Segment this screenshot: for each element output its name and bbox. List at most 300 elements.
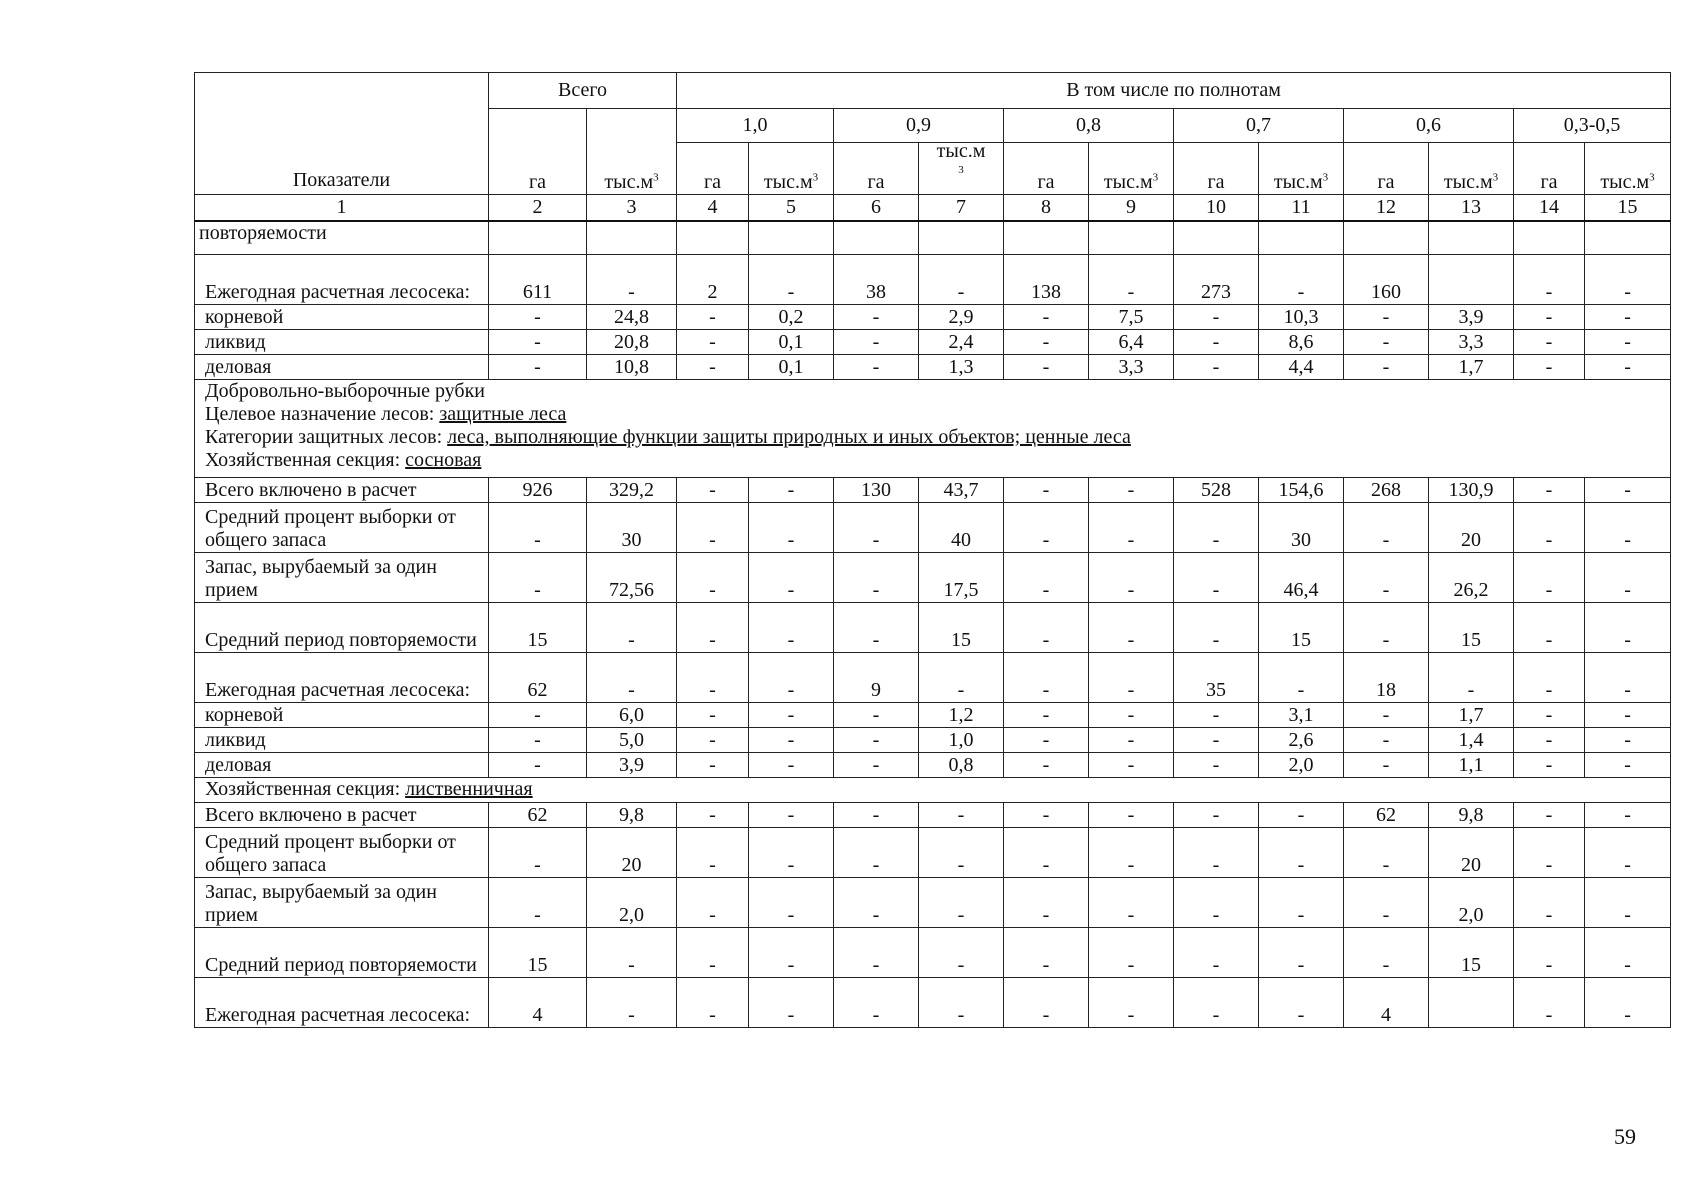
table-cell: 0,8	[919, 753, 1004, 778]
table-cell: -	[834, 553, 919, 603]
table-cell: -	[1004, 355, 1089, 380]
section-row	[195, 380, 1671, 478]
table-cell: -	[1174, 553, 1259, 603]
table-cell: 10,3	[1259, 305, 1344, 330]
table-cell	[1004, 221, 1089, 255]
table-cell: -	[1174, 703, 1259, 728]
table-cell: -	[1174, 928, 1259, 978]
header-total-ha: га	[489, 109, 587, 195]
header-unit-ha: га	[1174, 143, 1259, 195]
header-density: 0,7	[1174, 109, 1344, 143]
table-cell: -	[1514, 330, 1585, 355]
table-row	[195, 978, 1671, 1028]
table-cell: -	[1174, 753, 1259, 778]
table-cell: -	[677, 803, 749, 828]
table-cell: -	[1259, 255, 1344, 305]
table-cell: 1,3	[919, 355, 1004, 380]
table-cell: 9,8	[1429, 803, 1514, 828]
table-cell: -	[1344, 753, 1429, 778]
row-label: Запас, вырубаемый за один прием	[195, 553, 489, 603]
column-number: 13	[1429, 195, 1514, 221]
table-cell: 130	[834, 478, 919, 503]
header-total: Всего	[489, 73, 677, 109]
table-cell: 6,4	[1089, 330, 1174, 355]
table-cell: -	[1344, 928, 1429, 978]
table-cell: -	[919, 828, 1004, 878]
table-cell: -	[919, 803, 1004, 828]
table-cell	[1429, 255, 1514, 305]
table-cell: -	[749, 503, 834, 553]
table-cell: -	[1585, 828, 1671, 878]
table-cell: 160	[1344, 255, 1429, 305]
table-row	[195, 553, 1671, 603]
table-cell: -	[1585, 330, 1671, 355]
table-cell: 138	[1004, 255, 1089, 305]
header-unit-volume: $тыс.м^3$	[1259, 143, 1344, 195]
table-cell: -	[1514, 828, 1585, 878]
table-cell: -	[1089, 553, 1174, 603]
table-cell: -	[1514, 803, 1585, 828]
column-number: 6	[834, 195, 919, 221]
table-cell: -	[677, 305, 749, 330]
table-cell: -	[1089, 603, 1174, 653]
table-cell	[1429, 978, 1514, 1028]
table-cell: -	[1004, 728, 1089, 753]
table-cell: 1,2	[919, 703, 1004, 728]
header-density: 0,9	[834, 109, 1004, 143]
table-cell: 2,0	[1429, 878, 1514, 928]
table-cell: 2,6	[1259, 728, 1344, 753]
forest-harvest-table	[194, 72, 1671, 1028]
table-cell: 62	[1344, 803, 1429, 828]
table-cell: -	[1585, 478, 1671, 503]
table-cell: 15	[489, 603, 587, 653]
table-cell: -	[749, 928, 834, 978]
table-cell: -	[1089, 653, 1174, 703]
section-row	[195, 778, 1671, 803]
table-cell: 0,1	[749, 355, 834, 380]
row-label: Всего включено в расчет	[195, 803, 489, 828]
table-cell: 15	[1259, 603, 1344, 653]
table-cell: -	[677, 355, 749, 380]
header-density: 0,8	[1004, 109, 1174, 143]
table-cell: 3,9	[1429, 305, 1514, 330]
table-cell: 4	[489, 978, 587, 1028]
table-cell: 2,4	[919, 330, 1004, 355]
table-cell: -	[919, 255, 1004, 305]
table-cell: -	[1089, 478, 1174, 503]
table-row	[195, 703, 1671, 728]
table-cell: 24,8	[587, 305, 677, 330]
section-line: Хозяйственная секция: лиственничная	[205, 778, 533, 800]
table-cell: -	[1089, 703, 1174, 728]
table-cell: 26,2	[1429, 553, 1514, 603]
table-cell: 15	[1429, 603, 1514, 653]
table-cell: -	[489, 553, 587, 603]
table-cell: -	[1514, 503, 1585, 553]
table-cell: -	[1004, 803, 1089, 828]
column-number: 5	[749, 195, 834, 221]
table-cell: 43,7	[919, 478, 1004, 503]
table-cell: -	[1585, 553, 1671, 603]
table-cell: 0,1	[749, 330, 834, 355]
header-density: 0,6	[1344, 109, 1514, 143]
table-cell: -	[1089, 753, 1174, 778]
table-cell: 528	[1174, 478, 1259, 503]
table-cell: 273	[1174, 255, 1259, 305]
column-number: 7	[919, 195, 1004, 221]
table-cell: -	[749, 478, 834, 503]
section-line: Добровольно-выборочные рубки	[205, 380, 486, 402]
table-cell	[677, 221, 749, 255]
table-cell: -	[1585, 928, 1671, 978]
table-cell: -	[587, 653, 677, 703]
table-cell: -	[1344, 878, 1429, 928]
table-cell: -	[489, 355, 587, 380]
table-cell: 17,5	[919, 553, 1004, 603]
table-cell: -	[1004, 703, 1089, 728]
table-cell: 2,9	[919, 305, 1004, 330]
table-cell: 1,0	[919, 728, 1004, 753]
table-cell: -	[749, 728, 834, 753]
table-cell: 4	[1344, 978, 1429, 1028]
header-density: 1,0	[677, 109, 834, 143]
row-label: Всего включено в расчет	[195, 478, 489, 503]
table-cell: -	[1089, 828, 1174, 878]
table-cell: -	[677, 478, 749, 503]
table-cell: -	[1585, 355, 1671, 380]
table-cell: -	[1174, 828, 1259, 878]
table-cell: -	[1344, 330, 1429, 355]
table-cell: -	[1004, 503, 1089, 553]
table-cell: -	[1585, 653, 1671, 703]
table-cell: 20	[1429, 503, 1514, 553]
table-row	[195, 305, 1671, 330]
table-cell: -	[749, 753, 834, 778]
table-cell: 20	[587, 828, 677, 878]
table-cell: -	[749, 703, 834, 728]
table-cell: -	[489, 828, 587, 878]
row-label: ликвид	[195, 330, 489, 355]
table-cell: -	[1089, 503, 1174, 553]
table-cell	[1585, 221, 1671, 255]
table-cell: 8,6	[1259, 330, 1344, 355]
table-cell: 3,3	[1429, 330, 1514, 355]
table-cell: 10,8	[587, 355, 677, 380]
table-cell: -	[1514, 878, 1585, 928]
table-cell: -	[1004, 828, 1089, 878]
table-cell: -	[677, 653, 749, 703]
table-cell: 15	[919, 603, 1004, 653]
table-cell: -	[587, 978, 677, 1028]
table-cell: -	[677, 553, 749, 603]
table-cell: -	[587, 928, 677, 978]
table-cell: 46,4	[1259, 553, 1344, 603]
table-cell: 2,0	[587, 878, 677, 928]
header-unit-ha: га	[1514, 143, 1585, 195]
column-number: 9	[1089, 195, 1174, 221]
table-cell: -	[1174, 878, 1259, 928]
column-number: 15	[1585, 195, 1671, 221]
table-row	[195, 503, 1671, 553]
table-cell: -	[834, 503, 919, 553]
table-cell	[1344, 221, 1429, 255]
table-cell: 9	[834, 653, 919, 703]
table-cell: -	[1004, 553, 1089, 603]
row-label: Средний процент выборки от общего запаса	[195, 828, 489, 878]
page-number: 59	[1614, 1124, 1636, 1149]
table-cell: 154,6	[1259, 478, 1344, 503]
table-row	[195, 255, 1671, 305]
header-unit-volume: $тыс.м^3$	[1585, 143, 1671, 195]
table-cell: 62	[489, 803, 587, 828]
table-cell: -	[677, 503, 749, 553]
table-cell: -	[1004, 978, 1089, 1028]
section-line: Целевое назначение лесов: защитные леса	[205, 403, 567, 425]
table-cell: 4,4	[1259, 355, 1344, 380]
table-cell: 20,8	[587, 330, 677, 355]
row-label: Средний период повторяемости	[195, 603, 489, 653]
row-label: Ежегодная расчетная лесосека:	[195, 653, 489, 703]
table-cell	[1429, 221, 1514, 255]
table-cell: 1,1	[1429, 753, 1514, 778]
header-by-density: В том числе по полнотам	[677, 73, 1671, 109]
header-unit-volume: $тыс.м^3$	[1089, 143, 1174, 195]
table-cell: -	[1259, 803, 1344, 828]
table-cell: -	[1259, 878, 1344, 928]
table-cell: 3,3	[1089, 355, 1174, 380]
table-cell: -	[1174, 305, 1259, 330]
table-cell: -	[1089, 928, 1174, 978]
table-cell: -	[1089, 878, 1174, 928]
table-cell: -	[834, 828, 919, 878]
table-cell: -	[587, 603, 677, 653]
table-cell: -	[1585, 305, 1671, 330]
table-row	[195, 221, 1671, 255]
header-indicators: Показатели	[195, 73, 489, 195]
table-cell: -	[1174, 803, 1259, 828]
table-cell: 926	[489, 478, 587, 503]
table-cell: -	[677, 603, 749, 653]
table-row	[195, 330, 1671, 355]
table-cell: 72,56	[587, 553, 677, 603]
header-unit-ha: га	[677, 143, 749, 195]
table-cell: -	[1174, 728, 1259, 753]
table-cell: -	[834, 355, 919, 380]
table-cell: -	[1514, 255, 1585, 305]
table-cell	[834, 221, 919, 255]
table-row	[195, 603, 1671, 653]
section-line: Категории защитных лесов: леса, выполняющие функции защиты природных и иных объектов; ценные леса	[205, 426, 1131, 448]
table-cell: -	[1089, 255, 1174, 305]
table-cell: -	[1344, 305, 1429, 330]
table-cell	[919, 221, 1004, 255]
table-cell: -	[1004, 653, 1089, 703]
table-cell: -	[919, 653, 1004, 703]
table-cell: 30	[587, 503, 677, 553]
column-number: 14	[1514, 195, 1585, 221]
table-cell	[489, 221, 587, 255]
table-cell: -	[1585, 803, 1671, 828]
table-cell: -	[677, 928, 749, 978]
table-cell: -	[749, 803, 834, 828]
table-cell: -	[834, 803, 919, 828]
table-cell: -	[489, 753, 587, 778]
table-cell: -	[1089, 803, 1174, 828]
table-cell: -	[1585, 603, 1671, 653]
table-cell: -	[1004, 478, 1089, 503]
table-cell: 5,0	[587, 728, 677, 753]
header-unit-volume: $тыс.м^3$	[749, 143, 834, 195]
table-cell: 40	[919, 503, 1004, 553]
header-unit-ha: га	[1004, 143, 1089, 195]
header-density: 0,3-0,5	[1514, 109, 1671, 143]
table-cell: -	[1344, 828, 1429, 878]
table-cell: -	[677, 878, 749, 928]
header-unit-ha: га	[1344, 143, 1429, 195]
table-cell: -	[1089, 728, 1174, 753]
table-row	[195, 653, 1671, 703]
table-cell: -	[1174, 503, 1259, 553]
table-cell: 7,5	[1089, 305, 1174, 330]
table-cell: -	[677, 330, 749, 355]
table-cell: -	[489, 878, 587, 928]
column-number: 10	[1174, 195, 1259, 221]
column-number: 3	[587, 195, 677, 221]
table-row	[195, 478, 1671, 503]
table-cell: -	[1514, 653, 1585, 703]
row-label: Ежегодная расчетная лесосека:	[195, 255, 489, 305]
row-label: Ежегодная расчетная лесосека:	[195, 978, 489, 1028]
row-label: Запас, вырубаемый за один прием	[195, 878, 489, 928]
table-cell: -	[1004, 330, 1089, 355]
table-cell: -	[677, 728, 749, 753]
column-number: 11	[1259, 195, 1344, 221]
table-cell: -	[1585, 255, 1671, 305]
table-cell: -	[1514, 478, 1585, 503]
table-cell: -	[749, 878, 834, 928]
table-cell: -	[1259, 828, 1344, 878]
table-cell: -	[919, 978, 1004, 1028]
table-cell: -	[587, 255, 677, 305]
table-cell: -	[1585, 503, 1671, 553]
table-row	[195, 878, 1671, 928]
table-cell: -	[919, 928, 1004, 978]
row-label: деловая	[195, 355, 489, 380]
table-cell: 30	[1259, 503, 1344, 553]
table-cell: -	[489, 503, 587, 553]
row-label: корневой	[195, 703, 489, 728]
table-cell: -	[1585, 878, 1671, 928]
table-cell: -	[1514, 553, 1585, 603]
table-cell: -	[834, 603, 919, 653]
table-cell: -	[677, 828, 749, 878]
table-row	[195, 828, 1671, 878]
table-cell: -	[1344, 603, 1429, 653]
table-cell: 0,2	[749, 305, 834, 330]
table-cell: -	[1585, 978, 1671, 1028]
table-cell: -	[834, 305, 919, 330]
row-label: корневой	[195, 305, 489, 330]
column-number: 8	[1004, 195, 1089, 221]
table-cell: 6,0	[587, 703, 677, 728]
table-cell: -	[677, 753, 749, 778]
table-cell: -	[489, 703, 587, 728]
table-cell: -	[1004, 603, 1089, 653]
table-cell: -	[1174, 355, 1259, 380]
table-cell: 9,8	[587, 803, 677, 828]
table-cell: -	[1259, 928, 1344, 978]
table-cell: -	[1344, 553, 1429, 603]
table-cell: 329,2	[587, 478, 677, 503]
header-unit-volume: $тыс.м^3$	[1429, 143, 1514, 195]
table-cell: -	[834, 728, 919, 753]
table-row	[195, 803, 1671, 828]
table-row	[195, 728, 1671, 753]
table-cell: -	[1259, 978, 1344, 1028]
table-cell: 15	[1429, 928, 1514, 978]
table-cell: 1,7	[1429, 703, 1514, 728]
table-cell: -	[1344, 703, 1429, 728]
table-cell: -	[489, 728, 587, 753]
table-cell: 268	[1344, 478, 1429, 503]
table-cell	[1514, 221, 1585, 255]
table-cell	[1259, 221, 1344, 255]
table-cell: -	[1089, 978, 1174, 1028]
section-heading	[195, 380, 1671, 478]
row-label: ликвид	[195, 728, 489, 753]
table-cell: -	[1429, 653, 1514, 703]
table-cell: -	[1174, 978, 1259, 1028]
table-cell: -	[1514, 978, 1585, 1028]
table-cell: 2,0	[1259, 753, 1344, 778]
table-cell: -	[749, 553, 834, 603]
column-number: 2	[489, 195, 587, 221]
column-number: 4	[677, 195, 749, 221]
table-cell: -	[1004, 928, 1089, 978]
row-label: Средний процент выборки от общего запаса	[195, 503, 489, 553]
table-cell: -	[1174, 603, 1259, 653]
table-cell: -	[834, 978, 919, 1028]
section-line: Хозяйственная секция: сосновая	[205, 449, 482, 471]
table-cell: -	[1004, 878, 1089, 928]
table-cell: -	[834, 703, 919, 728]
table-cell: 2	[677, 255, 749, 305]
table-cell: -	[749, 255, 834, 305]
table-cell: -	[749, 653, 834, 703]
table-cell: -	[834, 330, 919, 355]
table-cell: -	[1514, 928, 1585, 978]
table-cell: -	[1344, 503, 1429, 553]
table-cell	[749, 221, 834, 255]
table-cell: -	[1259, 653, 1344, 703]
table-cell: -	[1004, 305, 1089, 330]
table-row	[195, 928, 1671, 978]
table-cell: -	[1514, 305, 1585, 330]
table-row	[195, 355, 1671, 380]
table-cell: -	[1514, 603, 1585, 653]
table-cell: 1,7	[1429, 355, 1514, 380]
table-cell: -	[834, 753, 919, 778]
table-cell: -	[749, 603, 834, 653]
row-label: деловая	[195, 753, 489, 778]
table-cell: -	[834, 878, 919, 928]
table-cell: -	[1344, 728, 1429, 753]
table-cell: -	[489, 305, 587, 330]
table-cell: -	[749, 828, 834, 878]
column-number: 12	[1344, 195, 1429, 221]
row-label: повторяемости	[195, 221, 489, 255]
